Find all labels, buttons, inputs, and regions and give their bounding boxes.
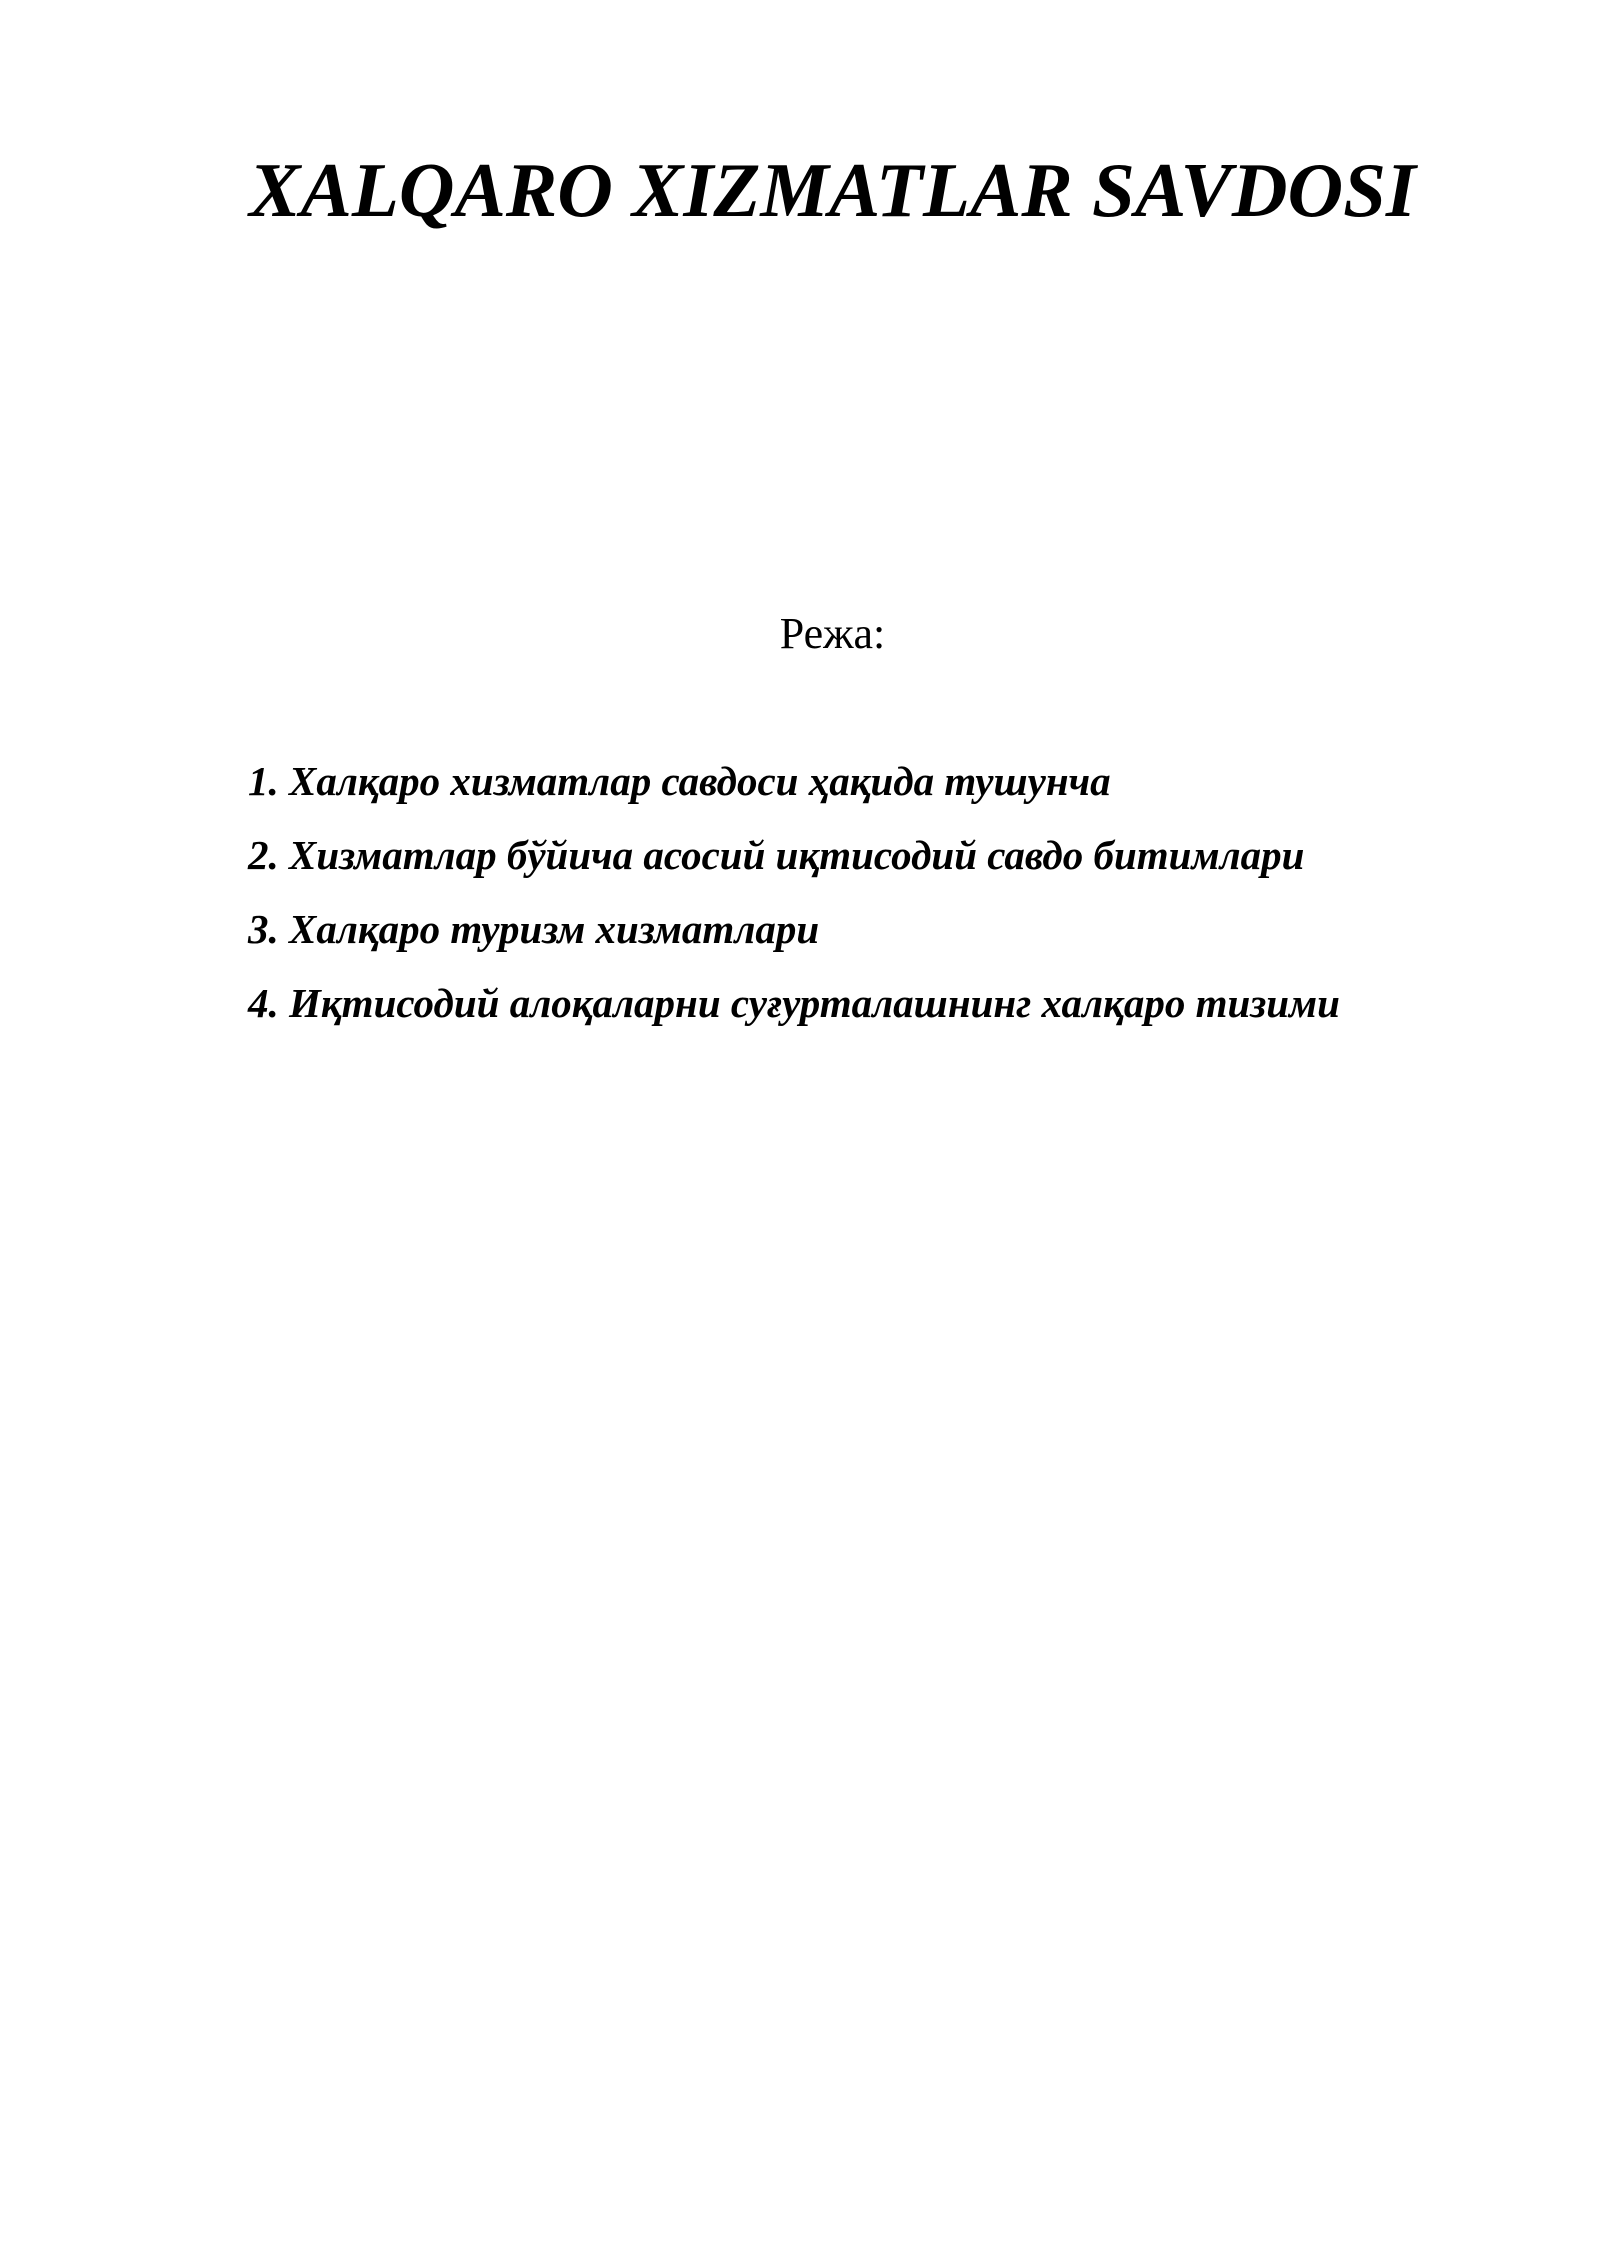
- plan-list: [248, 756, 1340, 1052]
- plan-item: 3. Халқаро туризм хизматлари: [248, 906, 820, 952]
- document-title: XALQARO XIZMATLAR SAVDOSI: [249, 147, 1416, 233]
- plan-item: 1. Халқаро хизматлар савдоси ҳақида тушунча: [248, 758, 1111, 804]
- plan-item: 4. Иқтисодий алоқаларни суғурталашнинг халқаро тизими: [248, 980, 1340, 1026]
- plan-heading: Режа:: [779, 609, 886, 658]
- plan-item: 2. Хизматлар бўйича асосий иқтисодий савдо битимлари: [248, 832, 1305, 878]
